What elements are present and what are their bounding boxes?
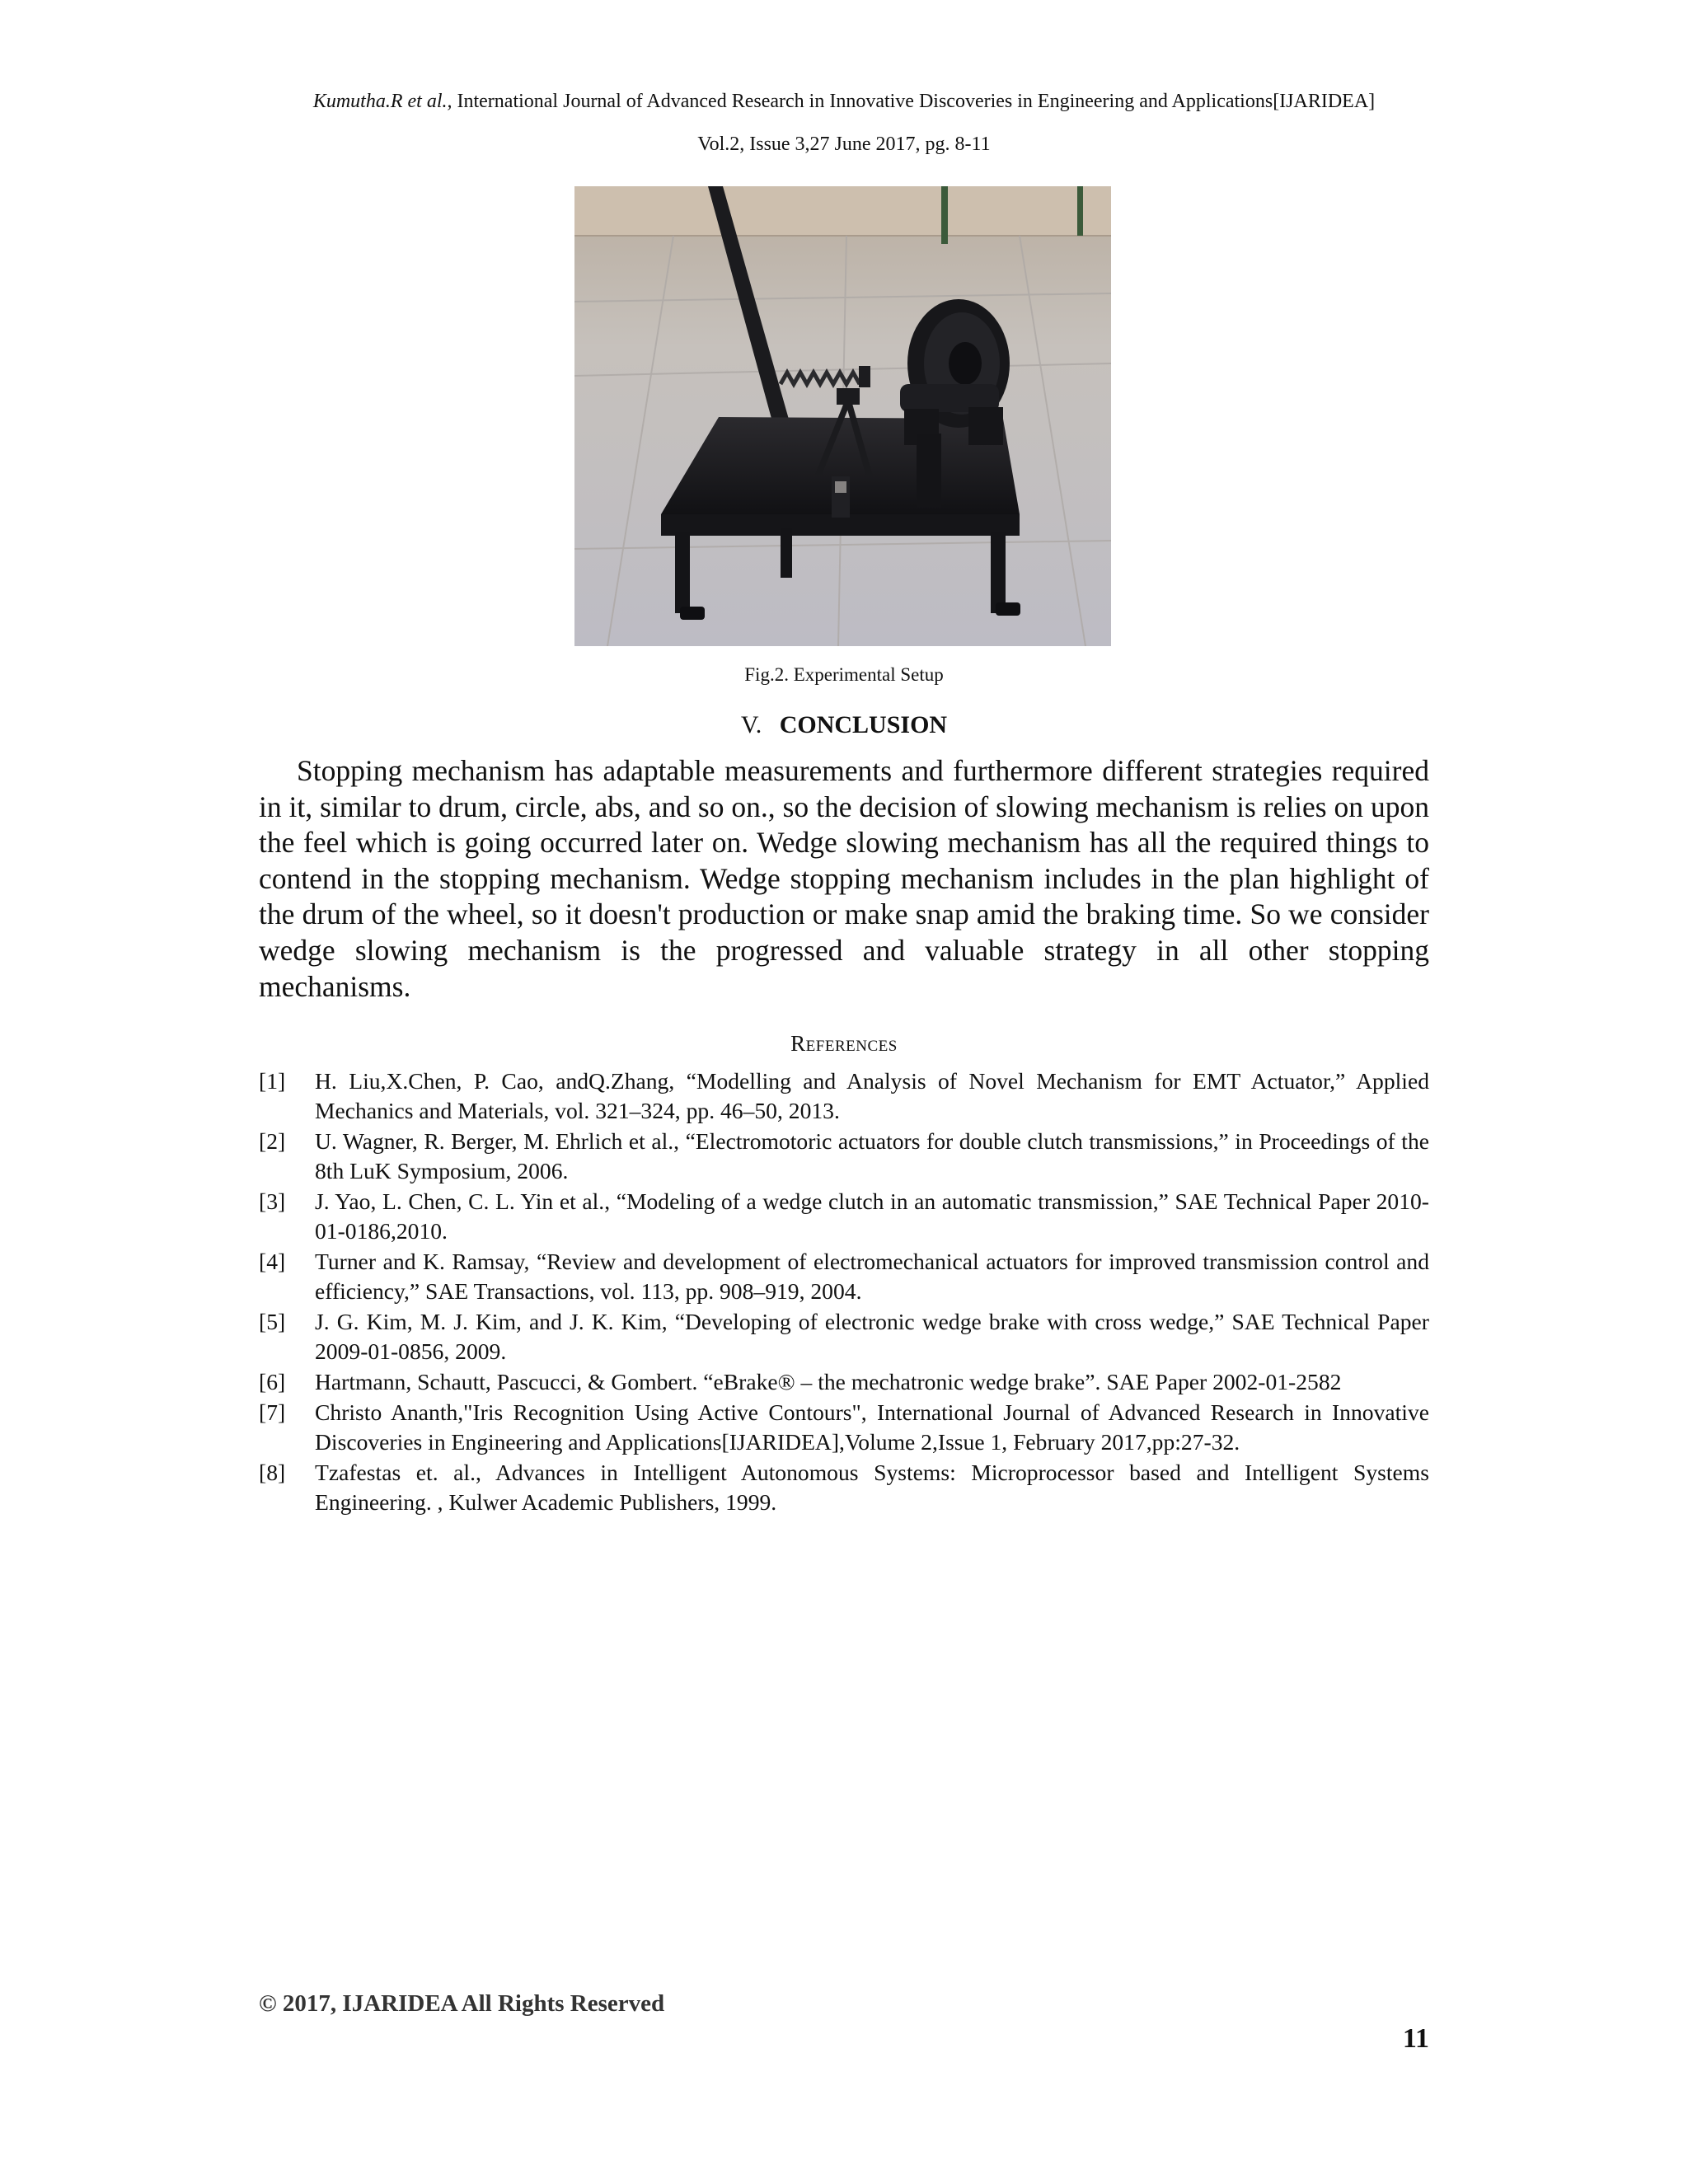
reference-item: [259, 1458, 1429, 1517]
reference-text: U. Wagner, R. Berger, M. Ehrlich et al., “Electromotoric actuators for double clutch transmissions,” in Proceedings of the 8th LuK Symposium, 2006.: [315, 1128, 1429, 1183]
reference-item: [259, 1066, 1429, 1126]
reference-item: [259, 1367, 1429, 1397]
reference-text: J. G. Kim, M. J. Kim, and J. K. Kim, “Developing of electronic wedge brake with cross wedge,” SAE Technical Paper 2009-01-0856, 2009.: [315, 1309, 1429, 1364]
reference-text: H. Liu,X.Chen, P. Cao, andQ.Zhang, “Modelling and Analysis of Novel Mechanism for EMT Actuator,” Applied Mechanics and Materials, vol. 321–324, pp. 46–50, 2013.: [315, 1068, 1429, 1123]
section-title: CONCLUSION: [779, 711, 948, 738]
header-authors: Kumutha.R et al.,: [312, 91, 452, 112]
reference-index: [7]: [259, 1399, 286, 1425]
figure-caption: Fig.2. Experimental Setup: [744, 664, 944, 685]
reference-item: [259, 1398, 1429, 1457]
running-header: [0, 89, 1688, 114]
reference-text: J. Yao, L. Chen, C. L. Yin et al., “Modeling of a wedge clutch in an automatic transmission,” SAE Technical Paper 2010-01-0186,2010.: [315, 1188, 1429, 1244]
header-journal: International Journal of Advanced Research in Innovative Discoveries in Engineering and Applications[IJARIDEA]: [457, 91, 1376, 112]
conclusion-paragraph: Stopping mechanism has adaptable measurements and furthermore different strategies required in it, similar to drum, circle, abs, and so on., so the decision of slowing mechanism is relies on upon the feel which is going occurred later on. Wedge slowing mechanism has all the required things to contend in the stopping mechanism. Wedge stopping mechanism includes in the plan highlight of the drum of the wheel, so it doesn't production or make snap amid the braking time. So we consider wedge slowing mechanism is the progressed and valuable strategy in all other stopping mechanisms.: [259, 754, 1429, 1003]
page-number: 11: [1402, 2023, 1429, 2054]
reference-index: [8]: [259, 1460, 286, 1485]
reference-index: [6]: [259, 1369, 286, 1394]
footer-copyright: © 2017, IJARIDEA All Rights Reserved: [259, 1990, 665, 2017]
reference-index: [3]: [259, 1188, 286, 1214]
reference-text: Christo Ananth,"Iris Recognition Using Active Contours", International Journal of Advanced Research in Innovative Discoveries in Engineering and Applications[IJARIDEA],Volume 2,Issue 1, February 2017,pp:27-32.: [315, 1399, 1429, 1455]
reference-text: Hartmann, Schautt, Pascucci, & Gombert. “eBrake® – the mechatronic wedge brake”. SAE Paper 2002-01-2582: [315, 1369, 1342, 1394]
reference-text: Turner and K. Ramsay, “Review and development of electromechanical actuators for improved transmission control and efficiency,” SAE Transactions, vol. 113, pp. 908–919, 2004.: [315, 1249, 1429, 1304]
reference-index: [1]: [259, 1068, 286, 1094]
reference-index: [2]: [259, 1128, 286, 1154]
references-list: [259, 1066, 1429, 1518]
reference-text: Tzafestas et. al., Advances in Intelligent Autonomous Systems: Microprocessor based and Intelligent Systems Engineering. , Kulwer Academic Publishers, 1999.: [315, 1460, 1429, 1515]
header-issue: Vol.2, Issue 3,27 June 2017, pg. 8-11: [697, 134, 991, 155]
reference-item: [259, 1187, 1429, 1246]
reference-item: [259, 1247, 1429, 1306]
section-number: V.: [740, 711, 762, 738]
reference-index: [4]: [259, 1249, 286, 1274]
section-heading: [0, 710, 1688, 740]
reference-index: [5]: [259, 1309, 286, 1334]
reference-item: [259, 1127, 1429, 1186]
references-heading: References: [790, 1031, 898, 1056]
experimental-setup-photo: [574, 186, 1111, 646]
reference-item: [259, 1307, 1429, 1366]
